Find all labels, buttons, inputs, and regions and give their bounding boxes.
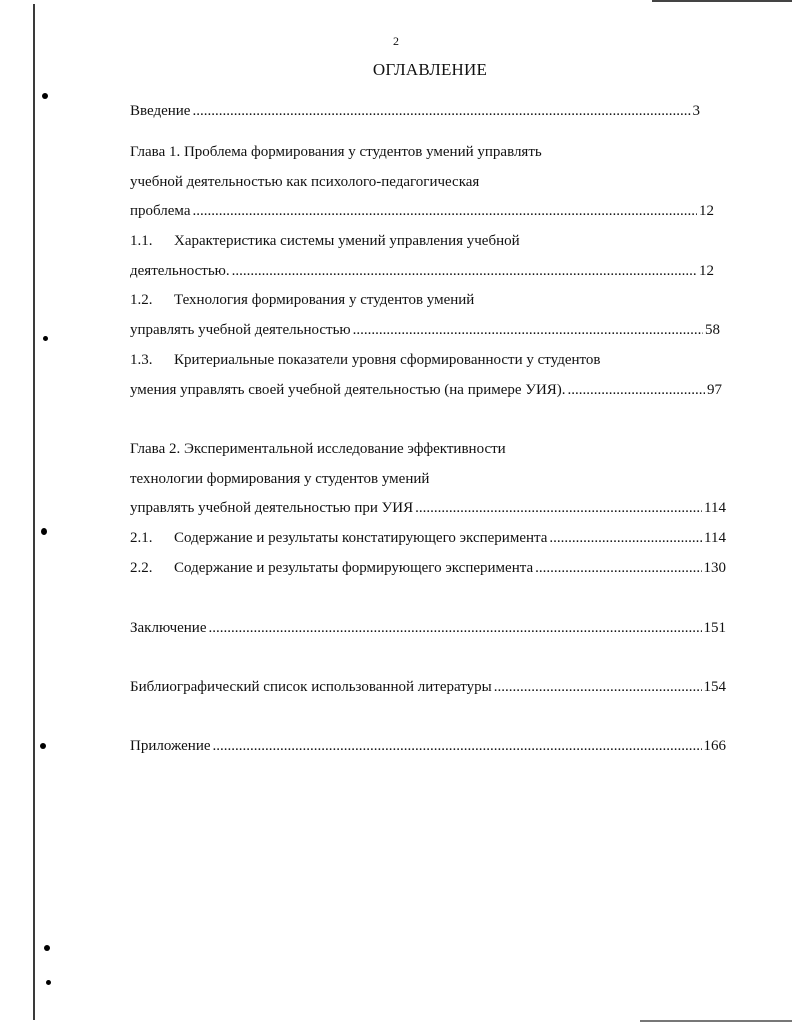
toc-entry-page: 3 — [692, 103, 700, 119]
toc-entry-section-2-2[interactable] — [130, 558, 726, 578]
toc-entry-section-1-3[interactable] — [130, 380, 722, 400]
section-title: Содержание и результаты констатирующего эксперимента — [174, 530, 548, 546]
dot-leader — [549, 528, 702, 548]
toc-entry-appendix[interactable] — [130, 736, 726, 756]
toc-entry-label: Приложение — [130, 738, 211, 754]
toc-entry-chapter1[interactable] — [130, 201, 714, 221]
dot-leader — [415, 498, 702, 518]
section-title: Содержание и результаты формирующего эксперимента — [174, 560, 534, 576]
dot-leader — [192, 101, 690, 121]
dot-leader — [535, 558, 701, 578]
dot-leader — [209, 618, 702, 638]
toc-entry-page: 154 — [703, 679, 726, 695]
scan-mark — [43, 336, 48, 341]
section-number: 1.1. — [130, 233, 153, 249]
section-number: 2.1. — [130, 530, 153, 546]
toc-entry-label: Заключение — [130, 620, 207, 636]
toc-entry-label: Введение — [130, 103, 191, 119]
dot-leader — [353, 320, 703, 340]
toc-entry-section-2-1[interactable] — [130, 528, 726, 548]
toc-entry-label: умения управлять своей учебной деятельностью (на примере УИЯ). — [130, 382, 566, 398]
chapter1-title-line-1[interactable]: Глава 1. Проблема формирования у студентов умений управлять — [130, 144, 542, 160]
scan-top-right-line — [652, 0, 792, 2]
toc-entry-intro[interactable] — [130, 101, 700, 121]
scan-mark — [42, 93, 48, 99]
chapter1-title-line-2: учебной деятельностью как психолого-педагогическая — [130, 174, 480, 190]
scan-mark — [40, 743, 46, 749]
toc-entry-label — [130, 528, 547, 548]
section-number: 2.2. — [130, 560, 153, 576]
toc-entry-page: 151 — [703, 620, 726, 636]
toc-entry-bibliography[interactable] — [130, 677, 726, 697]
toc-entry-page: 166 — [703, 738, 726, 754]
toc-entry-label: проблема — [130, 203, 191, 219]
scan-mark — [41, 528, 47, 535]
toc-entry-page: 12 — [699, 263, 714, 279]
toc-title: ОГЛАВЛЕНИЕ — [372, 60, 488, 79]
toc-entry-page: 130 — [703, 560, 726, 576]
scan-mark — [44, 945, 50, 951]
toc-entry-page: 114 — [704, 500, 726, 516]
chapter2-title-line-2: технологии формирования у студентов умений — [130, 471, 430, 487]
toc-entry-page: 97 — [707, 382, 722, 398]
section-title: Критериальные показатели уровня сформированности у студентов — [174, 352, 601, 368]
section-1-2-title[interactable] — [130, 290, 474, 310]
toc-entry-page: 58 — [705, 322, 720, 338]
toc-entry-chapter2[interactable] — [130, 498, 726, 518]
section-1-3-title[interactable] — [130, 350, 600, 370]
scan-mark — [46, 980, 51, 985]
dot-leader — [568, 380, 705, 400]
section-number: 1.2. — [130, 292, 153, 308]
toc-entry-label: Библиографический список использованной литературы — [130, 679, 492, 695]
scan-left-edge-line — [33, 4, 35, 1020]
toc-entry-conclusion[interactable] — [130, 618, 726, 638]
page-number: 2 — [393, 34, 399, 48]
toc-entry-label: деятельностью. — [130, 263, 230, 279]
dot-leader — [213, 736, 702, 756]
section-title: Характеристика системы умений управления учебной — [174, 233, 520, 249]
toc-entry-label — [130, 558, 533, 578]
section-title: Технология формирования у студентов умений — [174, 292, 475, 308]
section-number: 1.3. — [130, 352, 153, 368]
toc-entry-section-1-1[interactable] — [130, 261, 714, 281]
scan-bottom-right-line — [640, 1020, 792, 1022]
toc-entry-label: управлять учебной деятельностью — [130, 322, 351, 338]
dot-leader — [494, 677, 702, 697]
dot-leader — [192, 201, 697, 221]
dot-leader — [232, 261, 697, 281]
toc-entry-page: 114 — [704, 530, 726, 546]
toc-entry-page: 12 — [699, 203, 714, 219]
chapter2-title-line-1[interactable]: Глава 2. Экспериментальной исследование эффективности — [130, 441, 506, 457]
section-1-1-title[interactable] — [130, 231, 520, 251]
toc-entry-label: управлять учебной деятельностью при УИЯ — [130, 500, 414, 516]
toc-entry-section-1-2[interactable] — [130, 320, 720, 340]
